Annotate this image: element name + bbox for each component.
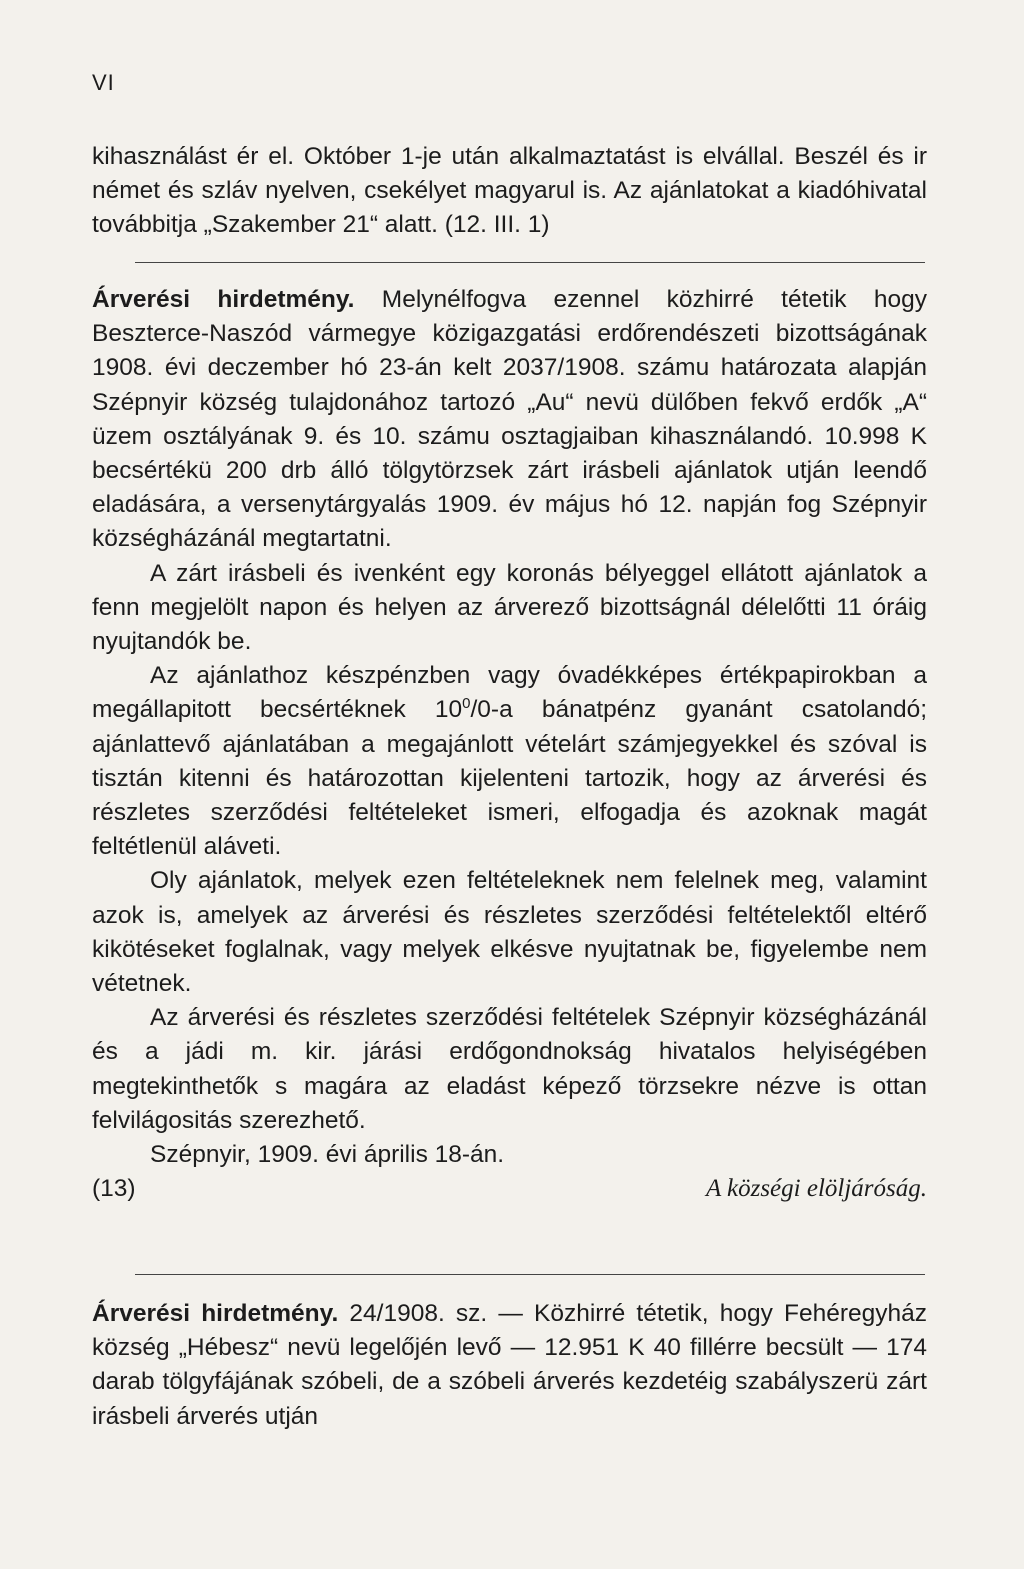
paragraph-3-part-2: /0-a bánatpénz gyanánt csatolandó; ajánlattevő ajánlatában a megajánlott vételárt számjegyekkel és szóval is tisztán kitenni és határozottan kijelenteni tartozik, hogy az árverési és részletes szerződési feltételeket ismeri, elfogadja és azoknak magát feltétlenül aláveti. — [92, 696, 928, 861]
notice-date: Szépnyir, 1909. évi április 18-án. — [150, 1141, 505, 1169]
notice-reference: (13) — [92, 1175, 136, 1203]
paragraph-3-part-1: Az ajánlathoz készpénzben vagy óvadékképes értékpapirokban a megállapitott becsértéknek 10 — [92, 662, 927, 724]
job-ad-tail — [92, 140, 927, 243]
section-divider — [135, 262, 925, 263]
auction-notice-szepnyir — [92, 283, 927, 1206]
job-ad-text: kihasználást ér el. Október 1-je után alkalmaztatást is elvállal. Beszél és ir német és szláv nyelven, csekélyet magyarul is. Az ajánlatokat a kiadóhivatal továbbitja „Szakember 21“ alatt. (12. III. 1) — [92, 143, 927, 239]
signature-row — [92, 1172, 927, 1206]
notice-2-heading: Árverési hirdetmény. — [92, 1300, 339, 1327]
notice-heading: Árverési hirdetmény. — [92, 286, 355, 313]
page-number: VI — [92, 70, 115, 95]
notice-2-paragraph — [92, 1297, 927, 1434]
notice-2-text: 24/1908. sz. — Közhirré tétetik, hogy Fehéregyház község „Hébesz“ nevü legelőjén levő — 12.951 K 40 fillérre becsült — 174 darab tölgyfájának szóbeli, de a szóbeli árverés kezdetéig szabályszerü zárt irásbeli árverés utján — [92, 1300, 927, 1430]
notice-intro-text: Melynélfogva ezennel közhirré tétetik hogy Beszterce-Naszód vármegye közigazgatási erdőrendészeti bizottságának 1908. évi deczember hó 23-án kelt 2037/1908. számu határozata alapján Szépnyir község tulajdonához tartozó „Au“ nevü dülőben fekvő erdők „A“ üzem osztályának 9. és 10. számu osztagjaiban kihasználandó. 10.998 K becsértékü 200 drb álló tölgytörzsek zárt irásbeli ajánlatok utján leendő eladására, a versenytárgyalás 1909. év május hó 12. napján fog Szépnyir községházánál megtartatni. — [92, 286, 927, 553]
notice-paragraph-2: A zárt irásbeli és ivenként egy koronás bélyeggel ellátott ajánlatok a fenn megjelölt napon és helyen az árverező bizottságnál délelőtti 11 óráig nyujtandók be. — [92, 559, 927, 656]
notice-paragraph-3 — [92, 659, 927, 864]
section-divider-2 — [135, 1274, 925, 1275]
notice-paragraph-5: Az árverési és részletes szerződési feltételek Szépnyir községházánál és a jádi m. kir. járási erdőgondnokság hivatalos helyiségében megtekinthetők s magára az eladást képező törzsekre nézve is ottan felvilágositás szerezhető. — [92, 1004, 927, 1134]
notice-paragraph-1 — [92, 283, 927, 557]
notice-paragraph-4: Oly ajánlatok, melyek ezen feltételeknek nem felelnek meg, valamint azok is, amelyek az árverési és részletes szerződési feltételektől eltérő kikötéseket foglalnak, vagy melyek elkésve nyujtatnak be, figyelembe nem vétetnek. — [92, 867, 927, 998]
signature: A községi elöljáróság. — [705, 1175, 927, 1203]
percent-superscript: 0 — [462, 695, 471, 713]
auction-notice-feheregyhaz — [92, 1297, 927, 1434]
